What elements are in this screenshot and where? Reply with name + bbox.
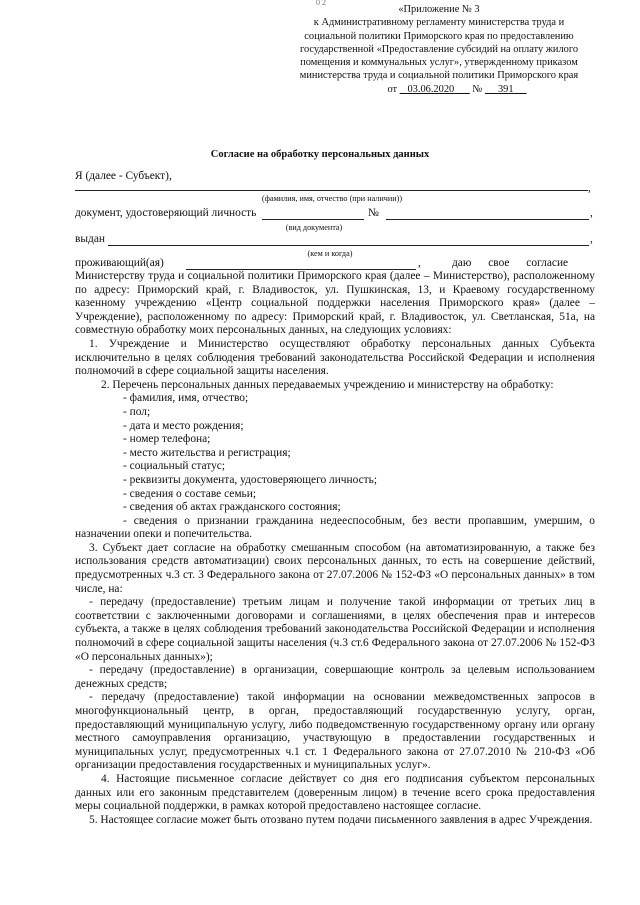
appendix-line: государственной «Предоставление субсидий на оплату жилого [299,43,579,55]
appendix-block [286,3,592,96]
consent-body [75,270,595,827]
doc-number-sign: № [368,207,379,219]
appendix-date-line [286,83,592,96]
issued-input-line[interactable] [108,245,589,246]
clause-5: 5. Настоящее согласие может быть отозвано путем подачи письменного заявления в адрес Учреждения. [89,813,593,826]
list-item: - номер телефона; [123,433,211,446]
list-item: - социальный статус; [123,460,225,473]
list-item-last: - сведения о признании гражданина недееспособным, без вести пропавшим, умершим, о назначении опеки и попечительства. [75,514,595,541]
number-sign: № [472,83,483,95]
clause-3b: - передачу (предоставление) в организации, совершающие контроль за целевым использованием денежных средств; [75,664,595,690]
appendix-line: «Приложение № 3 [398,4,480,15]
list-item: - сведения о составе семьи; [123,487,256,500]
date-prefix: от [387,83,398,95]
data-list [75,392,595,514]
clause-3a: - передачу (предоставление) третьим лицам и получение такой информации от третьих лиц в соответствии с заключенными договорами и соглашениями, в целях обеспечения прав и интересов субъекта, а также в целях соблюдения требований законодательства Российской Федерации и исполнения полномочий в сфере социальной защиты населения (ч.3 ст.6 Федерального закона от 27.07.2006 № 152-ФЗ «О персональных данных»); [75,596,595,663]
fio-caption: (фамилия, имя, отчество (при наличии)) [261,194,403,203]
fio-input-line[interactable] [75,190,588,191]
residing-after: даю свое согласие [452,257,569,269]
appendix-line: помещения и коммунальных услуг», утвержденному приказом [300,57,578,69]
list-item: - пол; [123,405,151,418]
issued-label: выдан [75,233,105,245]
doc-caption: (вид документа) [285,223,343,232]
subject-label: Я (далее - Субъект), [75,170,172,182]
document-title: Согласие на обработку персональных данных [210,149,430,160]
comma: , [418,257,421,269]
doc-number-input-line[interactable] [386,219,589,220]
doc-type-input-line[interactable] [262,219,364,220]
order-number: 391 [497,83,514,95]
list-item: - фамилия, имя, отчество; [123,392,249,405]
appendix-line: социальной политики Приморского края по предоставлению [304,30,574,42]
order-date: 03.06.2020 [407,83,455,95]
appendix-line: министерства труда и социальной политики Приморского края [299,70,579,82]
clause-3: 3. Субъект дает согласие на обработку смешанным способом (на автоматизированную, а также без использования средств автоматизации) своих персональных данных, то есть на совершение действий, предусмотренных ч.3 ст. 3 Федерального закона от 27.07.2006 № 152-ФЗ «О персональных данных» в том числе, на: [75,541,595,595]
intro-paragraph: Министерству труда и социальной политики Приморского края (далее – Министерство), расположенному по адресу: Приморский край, г. Владивосток, ул. Пушкинская, 13, и Краевому государственному казенному учреждению «Центр социальной поддержки населения Приморского края» (далее – Учреждение), расположенному по адресу: Приморский край, г. Владивосток, ул. Светланская, 51а, на совместную обработку моих персональных данных, на следующих условиях: [75,270,595,337]
comma: , [590,233,593,245]
clause-3c: - передачу (предоставление) такой информации на основании межведомственных запросов в многофункциональный центр, в орган, предоставляющий государственную услугу, орган, предоставляющий муниципальную услугу, либо подведомственную государственному органу или органу местного самоуправления организацию, участвующую в предоставлении государственных и муниципальных услуг, предусмотренных ч.1 ст. 1 Федерального закона от 27.07.2010 № 210-ФЗ «Об организации предоставления государственных и муниципальных услуг». [75,691,595,772]
page-mark: 0 2 [316,0,326,7]
issued-caption: (кем и когда) [307,249,353,258]
clause-1: 1. Учреждение и Министерство осуществляют обработку персональных данных Субъекта исключительно в целях соблюдения требований законодательства Российской Федерации и исполнения полномочий в сфере социальной защиты населения. [75,337,595,378]
clause-2: 2. Перечень персональных данных передаваемых учреждению и министерству на обработку: [101,378,554,391]
list-item: - реквизиты документа, удостоверяющего личность; [123,473,377,486]
list-item: - сведения об актах гражданского состояния; [123,501,341,514]
comma: , [588,182,591,194]
list-item: - дата и место рождения; [123,419,244,432]
list-item: - место жительства и регистрация; [123,446,291,459]
appendix-line: к Административному регламенту министерства труда и [313,17,565,29]
comma: , [590,207,593,219]
residing-label: проживающий(ая) [75,257,164,269]
clause-4: 4. Настоящие письменное согласие действует со дня его подписания субъектом персональных данных или его законным представителем (доверенным лицом) в течение всего срока предоставления меры социальной поддержки, в рамках которой предоставлено настоящее согласие. [75,772,595,813]
doc-label: документ, удостоверяющий личность [75,207,257,219]
